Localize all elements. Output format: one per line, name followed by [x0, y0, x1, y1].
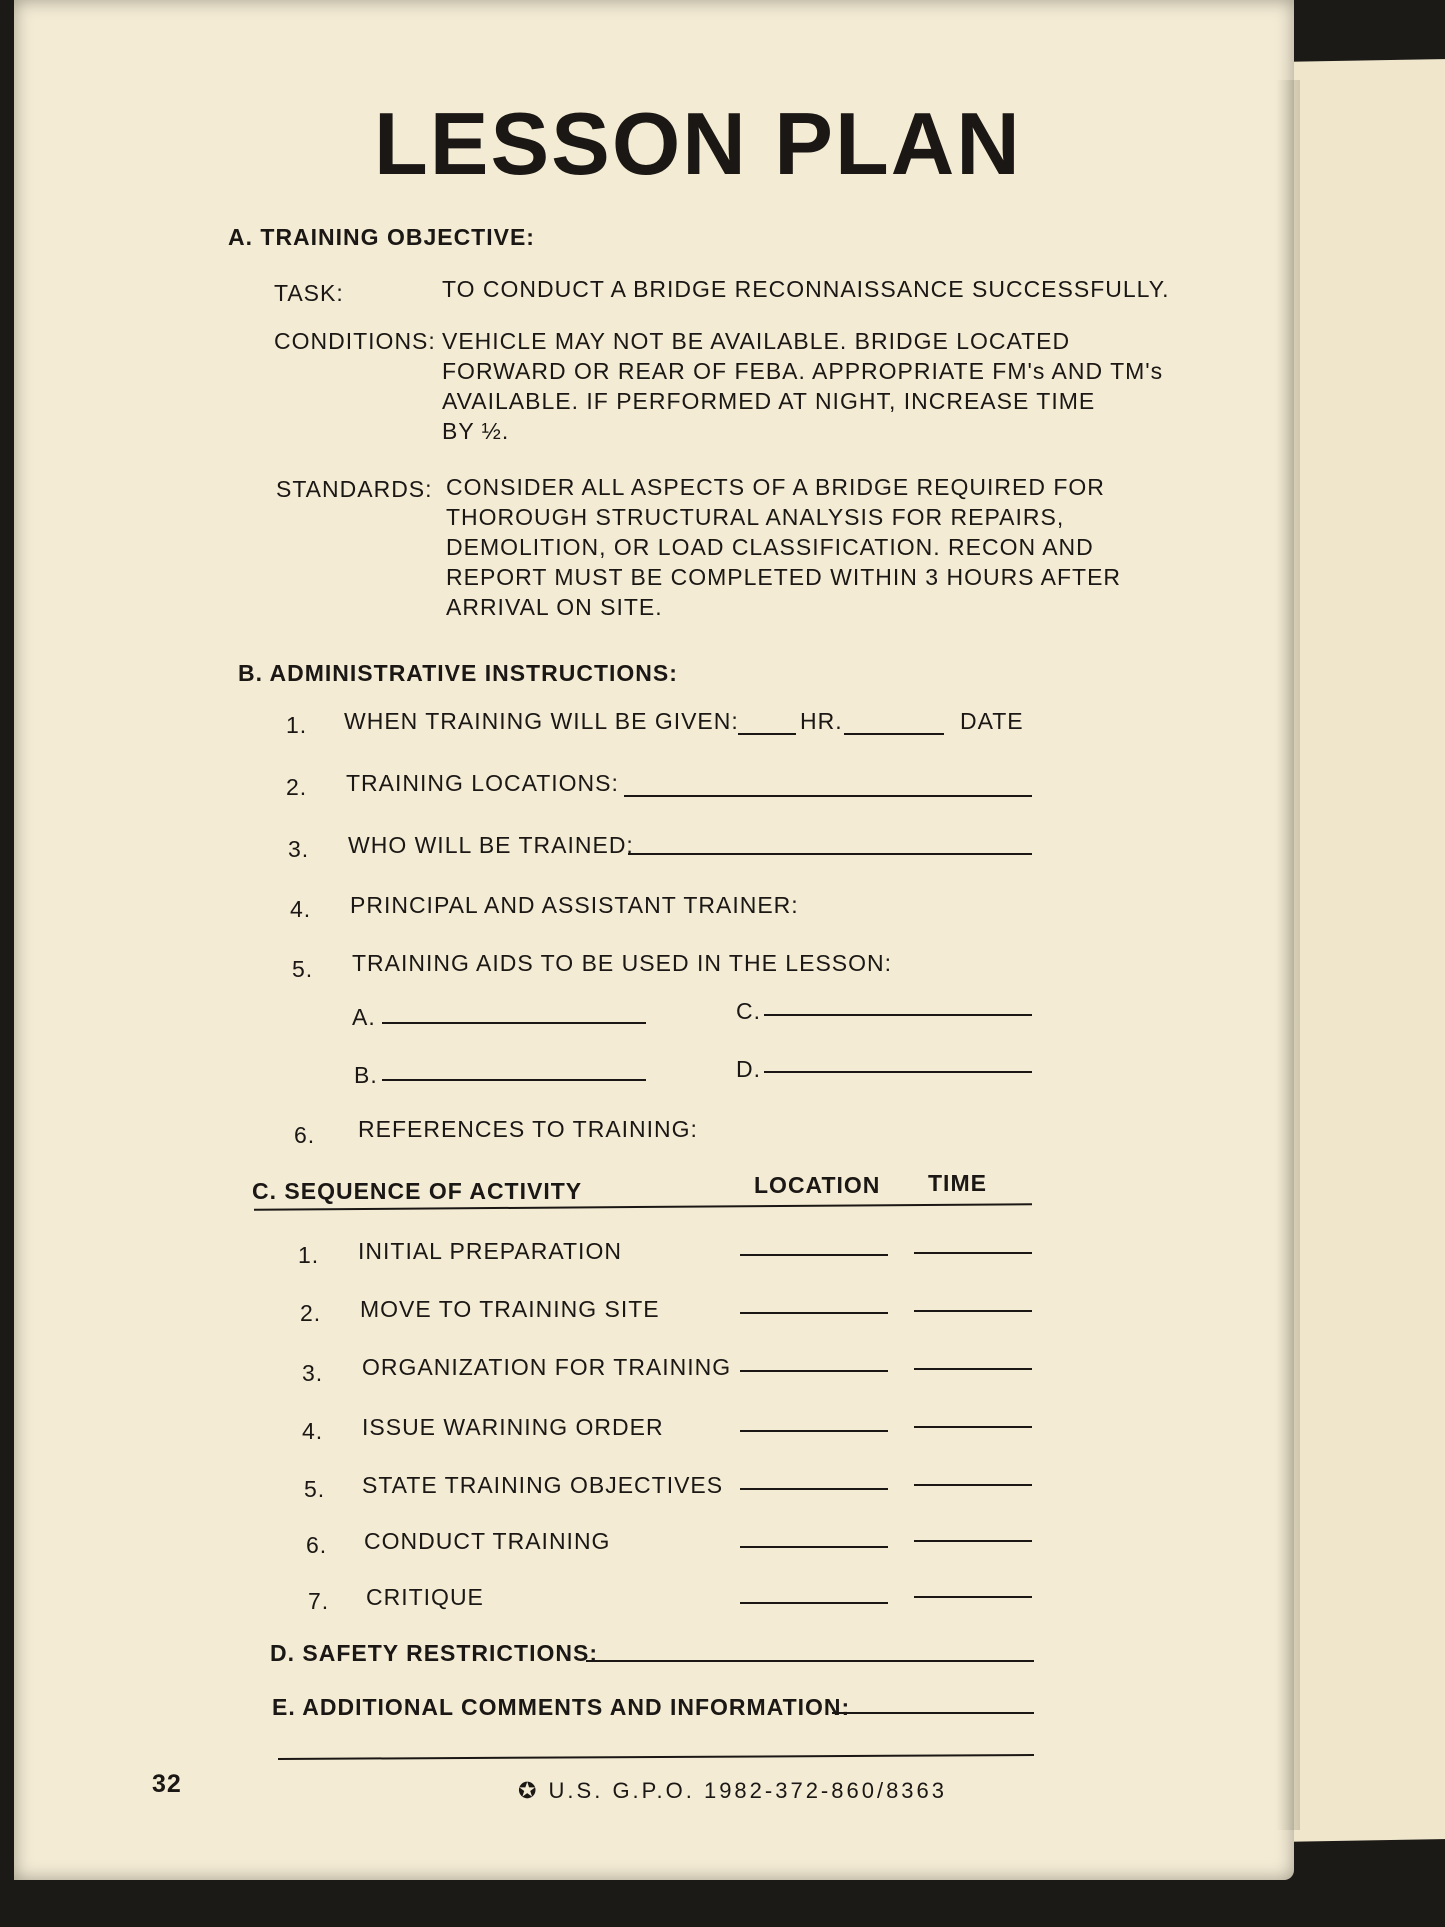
training-date-field[interactable]	[844, 733, 944, 735]
sequence-number: 5.	[304, 1476, 326, 1502]
step-time-field[interactable]	[914, 1596, 1032, 1598]
step-location-field[interactable]	[740, 1602, 888, 1604]
step-time-field[interactable]	[914, 1310, 1032, 1312]
item-number: 3.	[288, 836, 310, 862]
step-time-field[interactable]	[914, 1540, 1032, 1542]
sequence-number: 6.	[306, 1532, 328, 1558]
step-location-field[interactable]	[740, 1546, 888, 1548]
printer-imprint: ✪ U.S. G.P.O. 1982-372-860/8363	[518, 1778, 948, 1803]
date-label: DATE	[960, 708, 1024, 734]
sequence-number: 1.	[298, 1242, 320, 1268]
page-number: 32	[152, 1770, 182, 1798]
training-locations-field[interactable]	[624, 795, 1032, 797]
conditions-label: CONDITIONS:	[274, 328, 436, 354]
sequence-step: CRITIQUE	[366, 1584, 484, 1610]
standards-line: REPORT MUST BE COMPLETED WITHIN 3 HOURS AFTER	[446, 564, 1122, 590]
sequence-step: MOVE TO TRAINING SITE	[360, 1296, 660, 1322]
lesson-plan-page	[14, 0, 1294, 1880]
page-title: LESSON PLAN	[374, 94, 1022, 193]
sequence-step: ISSUE WARINING ORDER	[362, 1414, 664, 1440]
safety-restrictions-field[interactable]	[586, 1660, 1034, 1662]
sequence-header-rule	[254, 1203, 1032, 1210]
sequence-step: ORGANIZATION FOR TRAINING	[362, 1354, 732, 1380]
training-locations-label: TRAINING LOCATIONS:	[346, 770, 619, 796]
task-text: TO CONDUCT A BRIDGE RECONNAISSANCE SUCCESSFULLY.	[442, 276, 1170, 302]
standards-label: STANDARDS:	[276, 476, 433, 502]
standards-line: THOROUGH STRUCTURAL ANALYSIS FOR REPAIRS,	[446, 504, 1065, 530]
aid-a-label: A.	[352, 1004, 376, 1030]
standards-line: CONSIDER ALL ASPECTS OF A BRIDGE REQUIRED FOR	[446, 474, 1105, 500]
section-c-heading: C. SEQUENCE OF ACTIVITY	[252, 1178, 583, 1204]
page-binding-shadow	[1276, 80, 1300, 1830]
hr-label: HR.	[800, 708, 843, 734]
sequence-number: 3.	[302, 1360, 324, 1386]
step-location-field[interactable]	[740, 1370, 888, 1372]
aid-d-field[interactable]	[764, 1071, 1032, 1073]
training-aids-label: TRAINING AIDS TO BE USED IN THE LESSON:	[352, 950, 893, 976]
item-number: 5.	[292, 956, 314, 982]
sequence-step: STATE TRAINING OBJECTIVES	[362, 1472, 724, 1498]
conditions-line: BY ½.	[442, 418, 510, 444]
aid-c-field[interactable]	[764, 1014, 1032, 1016]
training-when-label: WHEN TRAINING WILL BE GIVEN:	[344, 708, 739, 734]
additional-comments-line-2[interactable]	[278, 1754, 1034, 1760]
sequence-step: CONDUCT TRAINING	[364, 1528, 611, 1554]
sequence-number: 7.	[308, 1588, 330, 1614]
standards-line: ARRIVAL ON SITE.	[446, 594, 663, 620]
step-time-field[interactable]	[914, 1484, 1032, 1486]
time-column-header: TIME	[928, 1170, 987, 1196]
step-location-field[interactable]	[740, 1488, 888, 1490]
section-b-heading: B. ADMINISTRATIVE INSTRUCTIONS:	[238, 660, 678, 686]
training-hour-field[interactable]	[738, 733, 796, 735]
conditions-line: FORWARD OR REAR OF FEBA. APPROPRIATE FM's AND TM's	[442, 358, 1164, 384]
sequence-step: INITIAL PREPARATION	[358, 1238, 622, 1264]
section-d-heading: D. SAFETY RESTRICTIONS:	[270, 1640, 598, 1666]
aid-b-label: B.	[354, 1062, 378, 1088]
references-label: REFERENCES TO TRAINING:	[358, 1116, 698, 1142]
step-location-field[interactable]	[740, 1254, 888, 1256]
item-number: 4.	[290, 896, 312, 922]
aid-a-field[interactable]	[382, 1022, 646, 1024]
step-time-field[interactable]	[914, 1368, 1032, 1370]
step-location-field[interactable]	[740, 1312, 888, 1314]
step-location-field[interactable]	[740, 1430, 888, 1432]
item-number: 2.	[286, 774, 308, 800]
section-a-heading: A. TRAINING OBJECTIVE:	[228, 224, 535, 250]
sequence-number: 2.	[300, 1300, 322, 1326]
section-e-heading: E. ADDITIONAL COMMENTS AND INFORMATION:	[272, 1694, 851, 1720]
task-label: TASK:	[274, 280, 344, 306]
aid-d-label: D.	[736, 1056, 761, 1082]
aid-b-field[interactable]	[382, 1079, 646, 1081]
who-trained-field[interactable]	[628, 853, 1032, 855]
trainer-label: PRINCIPAL AND ASSISTANT TRAINER:	[350, 892, 799, 918]
sequence-number: 4.	[302, 1418, 324, 1444]
conditions-line: AVAILABLE. IF PERFORMED AT NIGHT, INCREASE TIME	[442, 388, 1096, 414]
additional-comments-field[interactable]	[832, 1712, 1034, 1714]
item-number: 1.	[286, 712, 308, 738]
step-time-field[interactable]	[914, 1252, 1032, 1254]
location-column-header: LOCATION	[754, 1172, 881, 1198]
conditions-line: VEHICLE MAY NOT BE AVAILABLE. BRIDGE LOCATED	[442, 328, 1071, 354]
aid-c-label: C.	[736, 998, 761, 1024]
item-number: 6.	[294, 1122, 316, 1148]
facing-page-edge	[1290, 58, 1445, 1842]
who-trained-label: WHO WILL BE TRAINED:	[348, 832, 634, 858]
standards-line: DEMOLITION, OR LOAD CLASSIFICATION. RECON AND	[446, 534, 1094, 560]
step-time-field[interactable]	[914, 1426, 1032, 1428]
